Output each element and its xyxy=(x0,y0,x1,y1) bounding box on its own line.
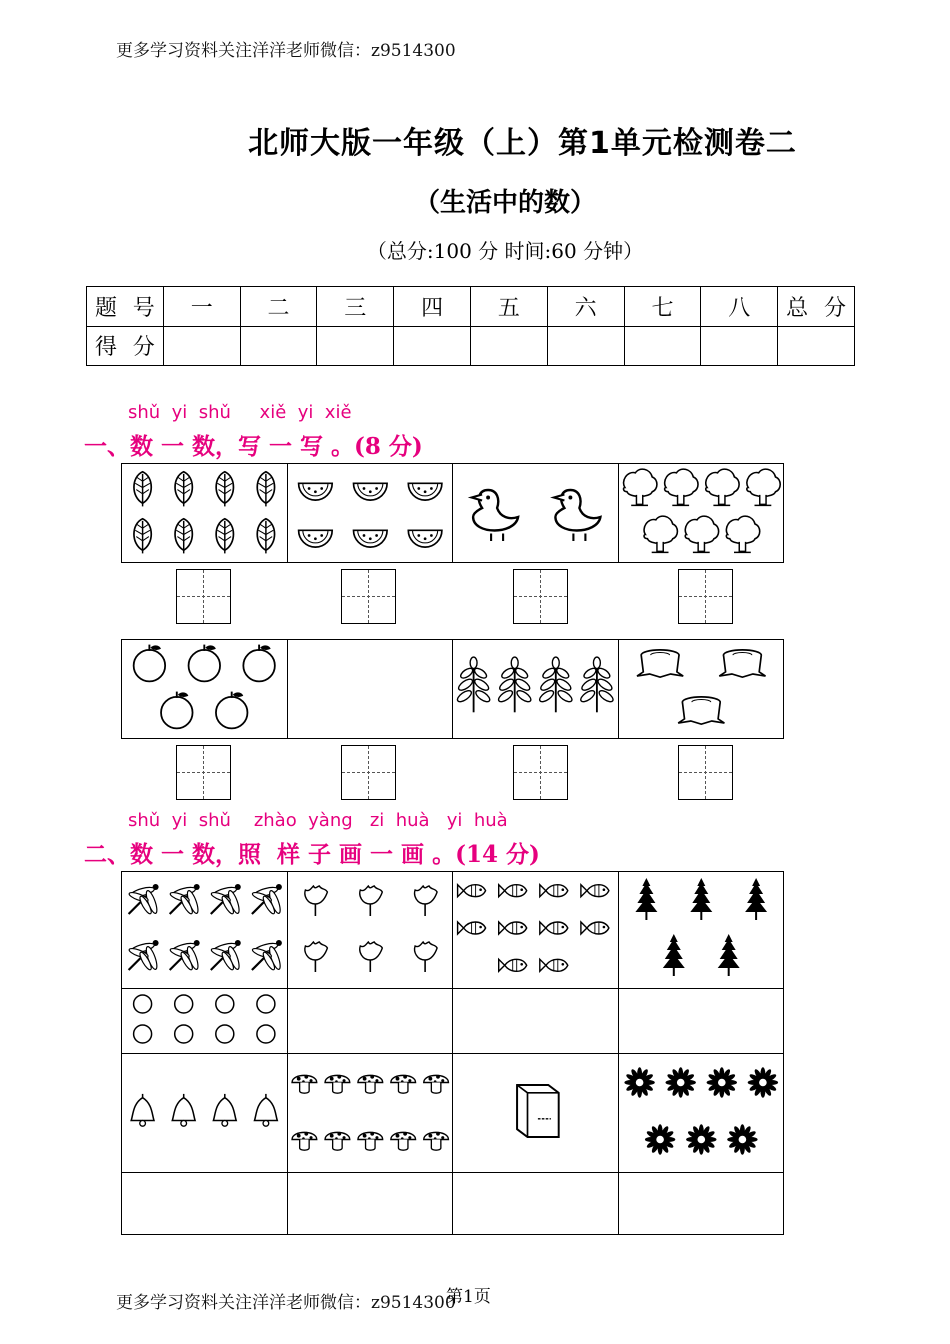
leaf-icon xyxy=(257,519,274,554)
q2-cell xyxy=(287,1054,453,1173)
fish-icon xyxy=(540,922,568,934)
leaf-icon xyxy=(216,519,233,554)
watermark-bottom: 更多学习资料关注洋洋老师微信：z9514300 xyxy=(116,1293,456,1313)
score-col-7: 七 xyxy=(624,287,701,327)
q2-r2-c4 xyxy=(619,1054,784,1168)
page-number: 第1页 xyxy=(446,1287,491,1307)
fish-icon xyxy=(499,922,527,934)
q1-r2-c4 xyxy=(619,640,784,734)
bell-icon xyxy=(213,1094,236,1126)
daisy-icon xyxy=(706,1067,736,1097)
mushroom-icon xyxy=(390,1075,415,1093)
daisy-icon xyxy=(665,1067,695,1097)
stump-icon xyxy=(719,650,765,677)
q2-cell xyxy=(618,1054,784,1173)
watermelon-slice-icon xyxy=(408,483,442,500)
mushroom-icon xyxy=(357,1075,382,1093)
branch-icon xyxy=(538,657,574,712)
score-table-header-row xyxy=(87,287,855,327)
q1-r2-c2 xyxy=(288,640,453,734)
tree-icon xyxy=(664,469,697,505)
q1-cell xyxy=(287,640,453,739)
watermark-top: 更多学习资料关注洋洋老师微信：z9514300 xyxy=(116,41,456,61)
q2-drawing-table xyxy=(121,871,784,1235)
q1-cell xyxy=(618,464,784,563)
q1-r2-c1 xyxy=(122,640,287,734)
daisy-icon xyxy=(624,1067,654,1097)
circle-icon xyxy=(134,995,152,1013)
tree-icon xyxy=(623,469,656,505)
dragonfly-icon xyxy=(210,884,241,915)
apple-icon xyxy=(216,692,248,729)
duck-icon xyxy=(554,490,601,541)
writing-box[interactable] xyxy=(513,569,568,624)
score-col-2: 二 xyxy=(240,287,317,327)
drawing-answer-cell[interactable] xyxy=(453,1173,619,1235)
q1-r1-c1 xyxy=(122,464,287,558)
score-cell[interactable] xyxy=(470,326,547,366)
q1-cell xyxy=(287,464,453,563)
q1-cell xyxy=(453,640,619,739)
circle-icon xyxy=(257,995,275,1013)
fish-icon xyxy=(540,959,568,971)
stump-icon xyxy=(637,650,683,677)
drawing-answer-cell[interactable] xyxy=(122,1173,288,1235)
score-col-4: 四 xyxy=(394,287,471,327)
branch-icon xyxy=(497,657,533,712)
bell-icon xyxy=(172,1094,195,1126)
page-title: 北师大版一年级（上）第1单元检测卷二 xyxy=(248,126,797,161)
fish-icon xyxy=(499,959,527,971)
tree-icon xyxy=(644,516,677,552)
q1-cell xyxy=(122,640,288,739)
fish-icon xyxy=(499,885,527,897)
q2-example-circles xyxy=(122,989,287,1049)
dragonfly-icon xyxy=(128,940,159,971)
q2-r2-c1 xyxy=(122,1054,287,1168)
dragonfly-icon xyxy=(210,940,241,971)
q2-cell xyxy=(122,1054,288,1173)
q1-picture-row-1 xyxy=(121,463,784,563)
drawing-answer-cell[interactable] xyxy=(618,1173,784,1235)
flower-icon xyxy=(304,886,327,916)
daisy-icon xyxy=(644,1124,674,1154)
q1-pinyin: shǔ yi shǔ xiě yi xiě xyxy=(128,402,352,423)
apple-icon xyxy=(161,692,192,729)
stump-icon xyxy=(678,697,724,724)
score-cell[interactable] xyxy=(547,326,624,366)
writing-box[interactable] xyxy=(341,745,396,800)
score-table xyxy=(86,286,855,366)
score-cell[interactable] xyxy=(394,326,471,366)
q1-cell xyxy=(618,640,784,739)
daisy-icon xyxy=(727,1124,757,1154)
book-icon xyxy=(517,1085,559,1137)
q2-pinyin: shǔ yi shǔ zhào yàng zi huà yi huà xyxy=(128,810,508,831)
mushroom-icon xyxy=(390,1132,415,1150)
score-cell[interactable] xyxy=(240,326,317,366)
mushroom-icon xyxy=(423,1132,448,1150)
mushroom-icon xyxy=(292,1132,317,1150)
dragonfly-icon xyxy=(169,884,200,915)
q1-r2-c3 xyxy=(453,640,618,734)
pine-tree-icon xyxy=(745,878,767,920)
fish-icon xyxy=(458,922,486,934)
writing-box[interactable] xyxy=(341,569,396,624)
q2-cell xyxy=(453,872,619,989)
q2-r1-c2 xyxy=(288,872,453,984)
branch-icon xyxy=(579,657,615,712)
watermelon-slice-icon xyxy=(408,530,442,547)
leaf-icon xyxy=(257,472,274,507)
circle-icon xyxy=(216,1025,234,1043)
dragonfly-icon xyxy=(169,940,200,971)
dragonfly-icon xyxy=(251,940,282,971)
drawing-answer-cell[interactable] xyxy=(453,989,619,1054)
example-drawing-cell xyxy=(122,989,288,1054)
flower-icon xyxy=(359,942,382,972)
apple-icon xyxy=(134,645,166,682)
pine-tree-icon xyxy=(662,934,684,976)
score-cell[interactable] xyxy=(701,326,778,366)
q1-r1-c4 xyxy=(619,464,784,558)
dragonfly-icon xyxy=(128,884,159,915)
q2-r1-c3 xyxy=(453,872,618,984)
score-info: （总分:100 分 时间:60 分钟） xyxy=(366,239,644,263)
watermelon-slice-icon xyxy=(353,530,387,547)
score-col-8: 八 xyxy=(701,287,778,327)
score-col-6: 六 xyxy=(547,287,624,327)
score-row-label: 题 号 xyxy=(87,287,164,327)
leaf-icon xyxy=(175,519,192,554)
pine-tree-icon xyxy=(635,878,657,920)
flower-icon xyxy=(414,942,437,972)
leaf-icon xyxy=(134,472,151,507)
pine-tree-icon xyxy=(690,878,712,920)
daisy-icon xyxy=(686,1124,716,1154)
watermelon-slice-icon xyxy=(353,483,387,500)
flower-icon xyxy=(359,886,382,916)
flower-icon xyxy=(304,942,327,972)
score-cell[interactable] xyxy=(624,326,701,366)
mushroom-icon xyxy=(357,1132,382,1150)
apple-icon xyxy=(189,645,221,682)
leaf-icon xyxy=(175,472,192,507)
pine-tree-icon xyxy=(717,934,739,976)
writing-box[interactable] xyxy=(513,745,568,800)
q2-cell xyxy=(453,1054,619,1173)
score-cell[interactable] xyxy=(317,326,394,366)
q2-cell xyxy=(122,872,288,989)
leaf-icon xyxy=(134,519,151,554)
apple-icon xyxy=(243,645,275,682)
q2-r2-c3 xyxy=(453,1054,618,1168)
q1-cell xyxy=(453,464,619,563)
score-col-1: 一 xyxy=(163,287,240,327)
flower-icon xyxy=(414,886,437,916)
tree-icon xyxy=(705,469,738,505)
q1-cell xyxy=(122,464,288,563)
fish-icon xyxy=(458,885,486,897)
duck-icon xyxy=(472,490,518,541)
q2-heading: 二、数 一 数，照 样 子 画 一 画 。(14 分) xyxy=(84,841,540,868)
q2-r2-c2 xyxy=(288,1054,453,1168)
bell-icon xyxy=(255,1094,278,1126)
leaf-icon xyxy=(216,472,233,507)
bell-icon xyxy=(131,1094,154,1126)
score-col-total: 总 分 xyxy=(778,287,855,327)
branch-icon xyxy=(456,657,492,712)
score-col-3: 三 xyxy=(317,287,394,327)
daisy-icon xyxy=(747,1067,777,1097)
q2-cell xyxy=(287,872,453,989)
mushroom-icon xyxy=(423,1075,448,1093)
writing-box[interactable] xyxy=(678,745,733,800)
writing-box[interactable] xyxy=(176,569,231,624)
circle-icon xyxy=(257,1025,275,1043)
q2-cell xyxy=(618,872,784,989)
q2-r1-c4 xyxy=(619,872,784,984)
q1-r1-c2 xyxy=(288,464,453,558)
q2-r1-c1 xyxy=(122,872,287,984)
score-table-score-row xyxy=(87,326,855,366)
q1-picture-row-2 xyxy=(121,639,784,739)
mushroom-icon xyxy=(325,1075,350,1093)
tree-icon xyxy=(685,516,718,552)
writing-box[interactable] xyxy=(176,745,231,800)
drawing-answer-cell[interactable] xyxy=(287,1173,453,1235)
fish-icon xyxy=(581,922,609,934)
score-row-label: 得 分 xyxy=(87,326,164,366)
watermelon-slice-icon xyxy=(298,483,332,500)
dragonfly-icon xyxy=(251,884,282,915)
q1-heading: 一、数 一 数，写 一 写 。(8 分) xyxy=(84,433,423,460)
q1-r1-c3 xyxy=(453,464,618,558)
fish-icon xyxy=(581,885,609,897)
circle-icon xyxy=(175,1025,193,1043)
score-col-5: 五 xyxy=(470,287,547,327)
drawing-answer-cell[interactable] xyxy=(287,989,453,1054)
circle-icon xyxy=(134,1025,152,1043)
circle-icon xyxy=(216,995,234,1013)
circle-icon xyxy=(175,995,193,1013)
watermelon-slice-icon xyxy=(298,530,332,547)
mushroom-icon xyxy=(292,1075,317,1093)
page-subtitle: （生活中的数） xyxy=(413,188,596,218)
score-cell[interactable] xyxy=(778,326,855,366)
writing-box[interactable] xyxy=(678,569,733,624)
score-cell[interactable] xyxy=(163,326,240,366)
mushroom-icon xyxy=(325,1132,350,1150)
fish-icon xyxy=(540,885,568,897)
tree-icon xyxy=(726,516,759,552)
tree-icon xyxy=(746,469,779,505)
drawing-answer-cell[interactable] xyxy=(618,989,784,1054)
